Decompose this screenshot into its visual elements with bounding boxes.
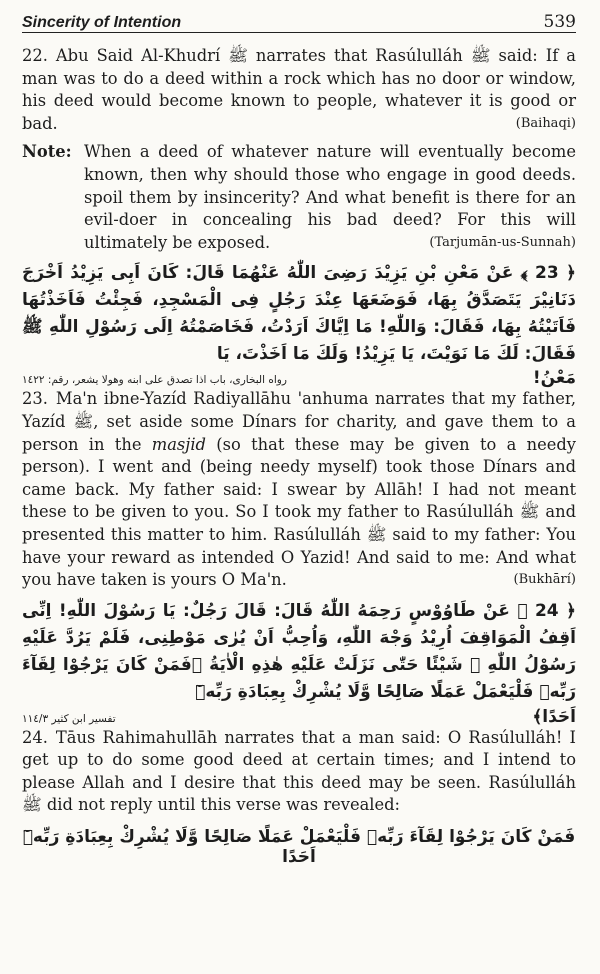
hadith-23-arabic: ﴿ 23 ﴾ عَنْ مَعْنِ بْنِ يَزِيْدَ رَضِىَ اللّٰهُ عَنْهُمَا قَالَ: كَانَ اَبِى يَزِيْدُ اَخْرَجَ دَنَانِيْرَ يَتَصَدَّقُ بِهَا، فَوَضَعَهَا عِنْدَ رَجُلٍ فِى الْمَسْجِدِ، فَجِئْتُ فَاَخَذْتُهَا فَاَتَيْتُهُ بِهَا، فَقَالَ: وَاللّٰهِ! مَا اِيَّاكَ اَرَدْتُ، فَخَاصَمْتُهُ اِلَى رَسُوْلِ اللّٰهِ ﷺ فَقَالَ: لَكَ مَا نَوَيْتَ، يَا يَزِيْدُ! وَلَكَ مَا اَخَذْتَ، يَا [22, 263, 576, 365]
note-label: Note: [22, 142, 72, 162]
quran-verse: فَمَنْ كَانَ يَرْجُوْا لِقَآءَ رَبِّهٖ فَلْيَعْمَلْ عَمَلًا صَالِحًا وَّلَا يُشْرِكْ بِعِبَادَةِ رَبِّهٖٓ اَحَدًا [22, 827, 576, 868]
page-header [22, 6, 576, 33]
hadith-24-number: 24. [22, 727, 48, 747]
hadith-24-translation [22, 727, 576, 817]
running-title: Sincerity of Intention [22, 14, 182, 31]
note-text: When a deed of whatever nature will eventually become known, then why should those who engage in good deeds. spoil them by insincerity? And what benefit is there for an evil-doer in concealing his bad deed? For this will ultimately be exposed. [84, 142, 576, 252]
hadith-24-arabic-footer [22, 706, 576, 727]
hadith-24-arabic-source: تفسير ابن كثير ١١٤/٣ [22, 712, 116, 725]
hadith-23-translation [22, 388, 576, 591]
hadith-23-arabic-footer [22, 368, 576, 388]
hadith-23-text-pre: Ma'n ibne-Yazíd Radiyallāhu 'anhuma narrates that my father, Yazíd ﷺ, set aside some Dínars for charity, and gave them to a person in the [22, 389, 576, 454]
hadith-23-number: 23. [22, 389, 48, 409]
hadith-23-source: (Bukhārí) [513, 572, 576, 588]
hadith-23-emphasis: masjid [151, 434, 206, 454]
hadith-23-text-post: (so that these may be given to a needy person). I went and (being needy myself) took those Dínars and came back. My father said: I swear by Allāh! I had not meant these to be given to you. So I took my father to Rasúlulláh ﷺ and presented this matter to him. Rasúlulláh ﷺ said to my father: You have your reward as intended O Yazid! And said to me: And what you have taken is yours O Ma'n. [22, 434, 576, 590]
hadith-23-arabic-end: مَعْنُ! [532, 368, 576, 389]
hadith-22-number: 22. [22, 46, 48, 65]
hadith-22-source: (Baihaqi) [515, 115, 576, 131]
hadith-24-arabic-end: اَحَدًا﴾ [532, 706, 576, 727]
hadith-24-arabic: ﴿ 24 ﴾ عَنْ طَاوُوْسٍ رَحِمَهُ اللّٰهُ قَالَ: قَالَ رَجُلٌ: يَا رَسُوْلَ اللّٰهِ! اِنِّى اَقِفُ الْمَوَاقِفَ اُرِيْدُ وَجْهَ اللّٰهِ، وَاُحِبُّ اَنْ يُرٰى مَوْطِنِى، فَلَمْ يَرُدَّ عَلَيْهِ رَسُوْلُ اللّٰهِ ﷺ شَيْئًا حَتّٰى نَزَلَتْ عَلَيْهِ هٰذِهِ الْاٰيَةُ ﴿فَمَنْ كَانَ يَرْجُوْا لِقَآءَ رَبِّهٖ فَلْيَعْمَلْ عَمَلًا صَالِحًا وَّلَا يُشْرِكْ بِعِبَادَةِ رَبِّهٖٓ [22, 600, 577, 702]
hadith-23-arabic-source: رواه البخارى، باب اذا تصدق على ابنه وهولا يشعر، رقم: ١٤٢٢ [22, 374, 287, 387]
hadith-22-translation [22, 45, 576, 135]
page-number: 539 [543, 12, 576, 32]
note-body [84, 141, 576, 254]
hadith-22-text: Abu Said Al-Khudrí ﷺ narrates that Rasúlulláh ﷺ said: If a man was to do a deed within a rock which has no door or window, his deed would become known to people, whatever it is good or bad. [22, 46, 576, 133]
hadith-24-text: Tāus Rahimahullāh narrates that a man said: O Rasúlulláh! I get up to do some good deed at certain times; and I intend to please Allah and I desire that this deed may be seen. Rasúlulláh ﷺ did not reply until this verse was revealed: [22, 727, 576, 815]
note-source: (Tarjumān-us-Sunnah) [429, 234, 576, 250]
note-block [22, 141, 576, 254]
